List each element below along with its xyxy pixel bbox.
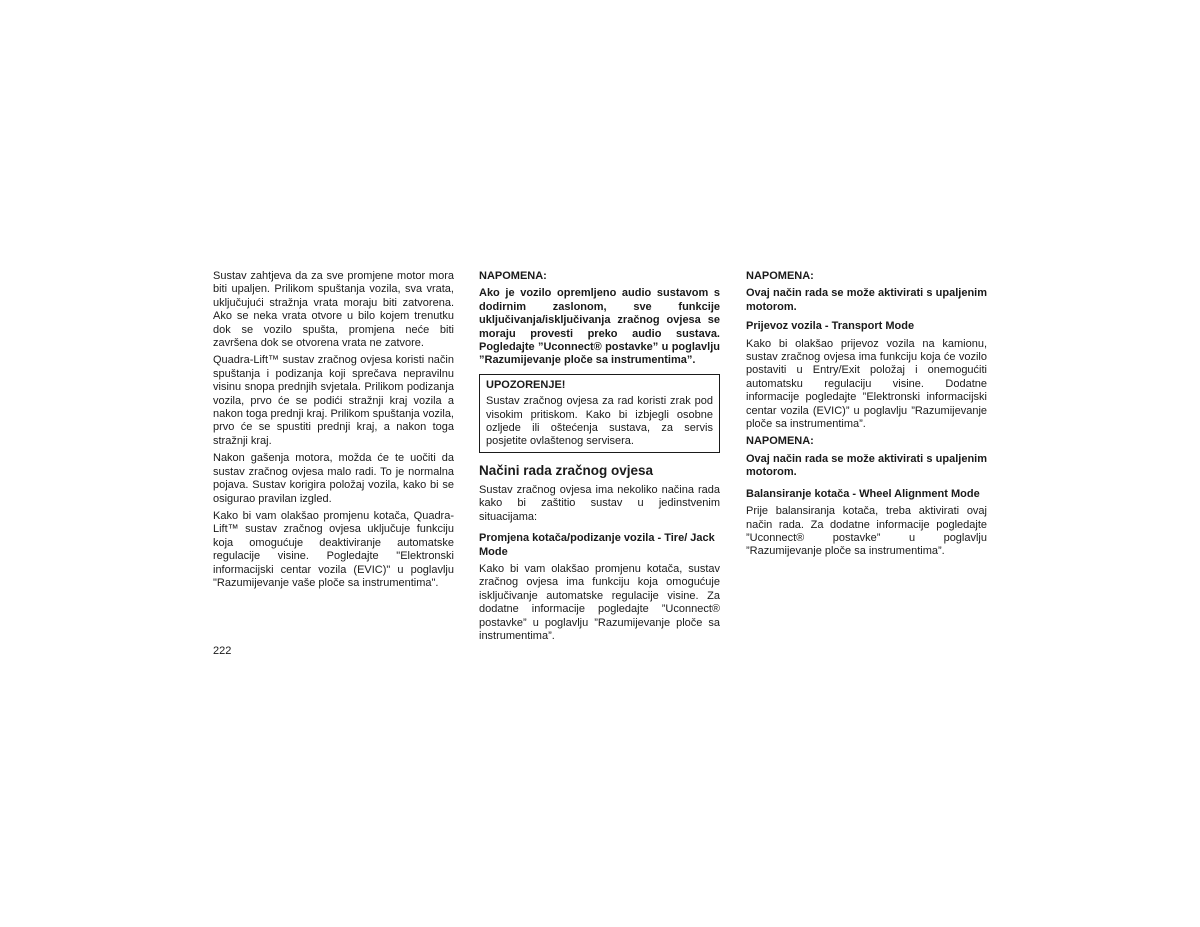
warning-text: Sustav zračnog ovjesa za rad koristi zrak pod visokim pritiskom. Kako bi izbjegli osobne ozljede ili oštećenja sustava, za servis posjetite ovlaštenog servisera. — [486, 395, 713, 448]
column-right — [746, 270, 987, 563]
page-number: 222 — [213, 645, 232, 657]
note-text: Ovaj način rada se može aktivirati s upaljenim motorom. — [746, 287, 987, 313]
note-title: NAPOMENA: — [746, 270, 814, 282]
note-text: Ako je vozilo opremljeno audio sustavom s dodirnim zaslonom, sve funkcije uključivanja/isključivanja zračnog ovjesa se moraju provesti preko audio sustava. Pogledajte ”Uconnect® postavke” u poglavlju ”Razumijevanje ploče sa instrumentima”. — [479, 287, 720, 367]
column-left — [213, 270, 454, 594]
section-title: Načini rada zračnog ovjesa — [479, 462, 654, 478]
column-middle — [479, 270, 720, 647]
paragraph: Nakon gašenja motora, možda će te uočiti da sustav zračnog ovjesa malo radi. To je normalna pojava. Sustav korigira položaj vozila, kako bi se osigurao pravilan izgled. — [213, 452, 454, 505]
note-text: Ovaj način rada se može aktivirati s upaljenim motorom. — [746, 452, 987, 479]
subsection-text: Kako bi olakšao prijevoz vozila na kamionu, sustav zračnog ovjesa ima funkciju koja će vozilo postaviti u Entry/Exit položaj i onemogućiti automatsku regulaciju visine. Dodatne informacije pogledajte ”Elektronski informacijski centar vozila (EVIC)” u poglavlju ”Razumijevanje ploče sa instrumentima”. — [746, 337, 987, 431]
paragraph: Sustav zahtjeva da za sve promjene motor mora biti upaljen. Prilikom spuštanja vozila, sva vrata, uključujući stražnja vrata moraju biti zatvorena. Ako se neka vrata otvore u bilo kojem trenutku dok se vozilo spušta, promjena neće biti završena dok se otvorena vrata ne zatvore. — [213, 270, 454, 350]
subsection-text: Prije balansiranja kotača, treba aktivirati ovaj način rada. Za dodatne informacije pogledajte ”Uconnect® postavke” u poglavlju ”Razumijevanje ploče sa instrumentima”. — [746, 505, 987, 558]
warning-title: UPOZORENJE! — [486, 378, 566, 391]
note-title: NAPOMENA: — [479, 270, 547, 282]
subsection-title: Balansiranje kotača - Wheel Alignment Mode — [746, 487, 980, 500]
warning-box — [479, 374, 720, 453]
paragraph: Quadra-Lift™ sustav zračnog ovjesa koristi način spuštanja i podizanja koji sprečava nepravilnu visinu snopa prednjih svjetala. Prilikom podizanja vozila, prvo će se podići stražnji kraj vozila a nakon toga prednji kraj. Prilikom spuštanja vozila, prvo će se spustiti prednji kraj, a nakon toga stražnji kraj. — [213, 354, 454, 447]
subsection-title: Promjena kotača/podizanje vozila - Tire/ Jack Mode — [479, 532, 715, 558]
note-title: NAPOMENA: — [746, 435, 814, 448]
subsection-text: Kako bi vam olakšao promjenu kotača, sustav zračnog ovjesa ima funkciju koja omogućuje isključivanje automatske regulacije visine. Za dodatne informacije pogledajte ”Uconnect® postavke” u poglavlju ”Razumijevanje ploče sa instrumentima”. — [479, 562, 720, 642]
section-text: Sustav zračnog ovjesa ima nekoliko načina rada kako bi zaštitio sustav u jedinstvenim situacijama: — [479, 483, 720, 523]
paragraph: Kako bi vam olakšao promjenu kotača, Quadra-Lift™ sustav zračnog ovjesa uključuje funkciju koja omogućuje deaktiviranje automatske regulacije visine. Pogledajte "Elektronski informacijski centar vozila (EVIC)" u poglavlju "Razumijevanje vaše ploče sa instrumentima". — [213, 509, 454, 589]
subsection-title: Prijevoz vozila - Transport Mode — [746, 320, 915, 333]
